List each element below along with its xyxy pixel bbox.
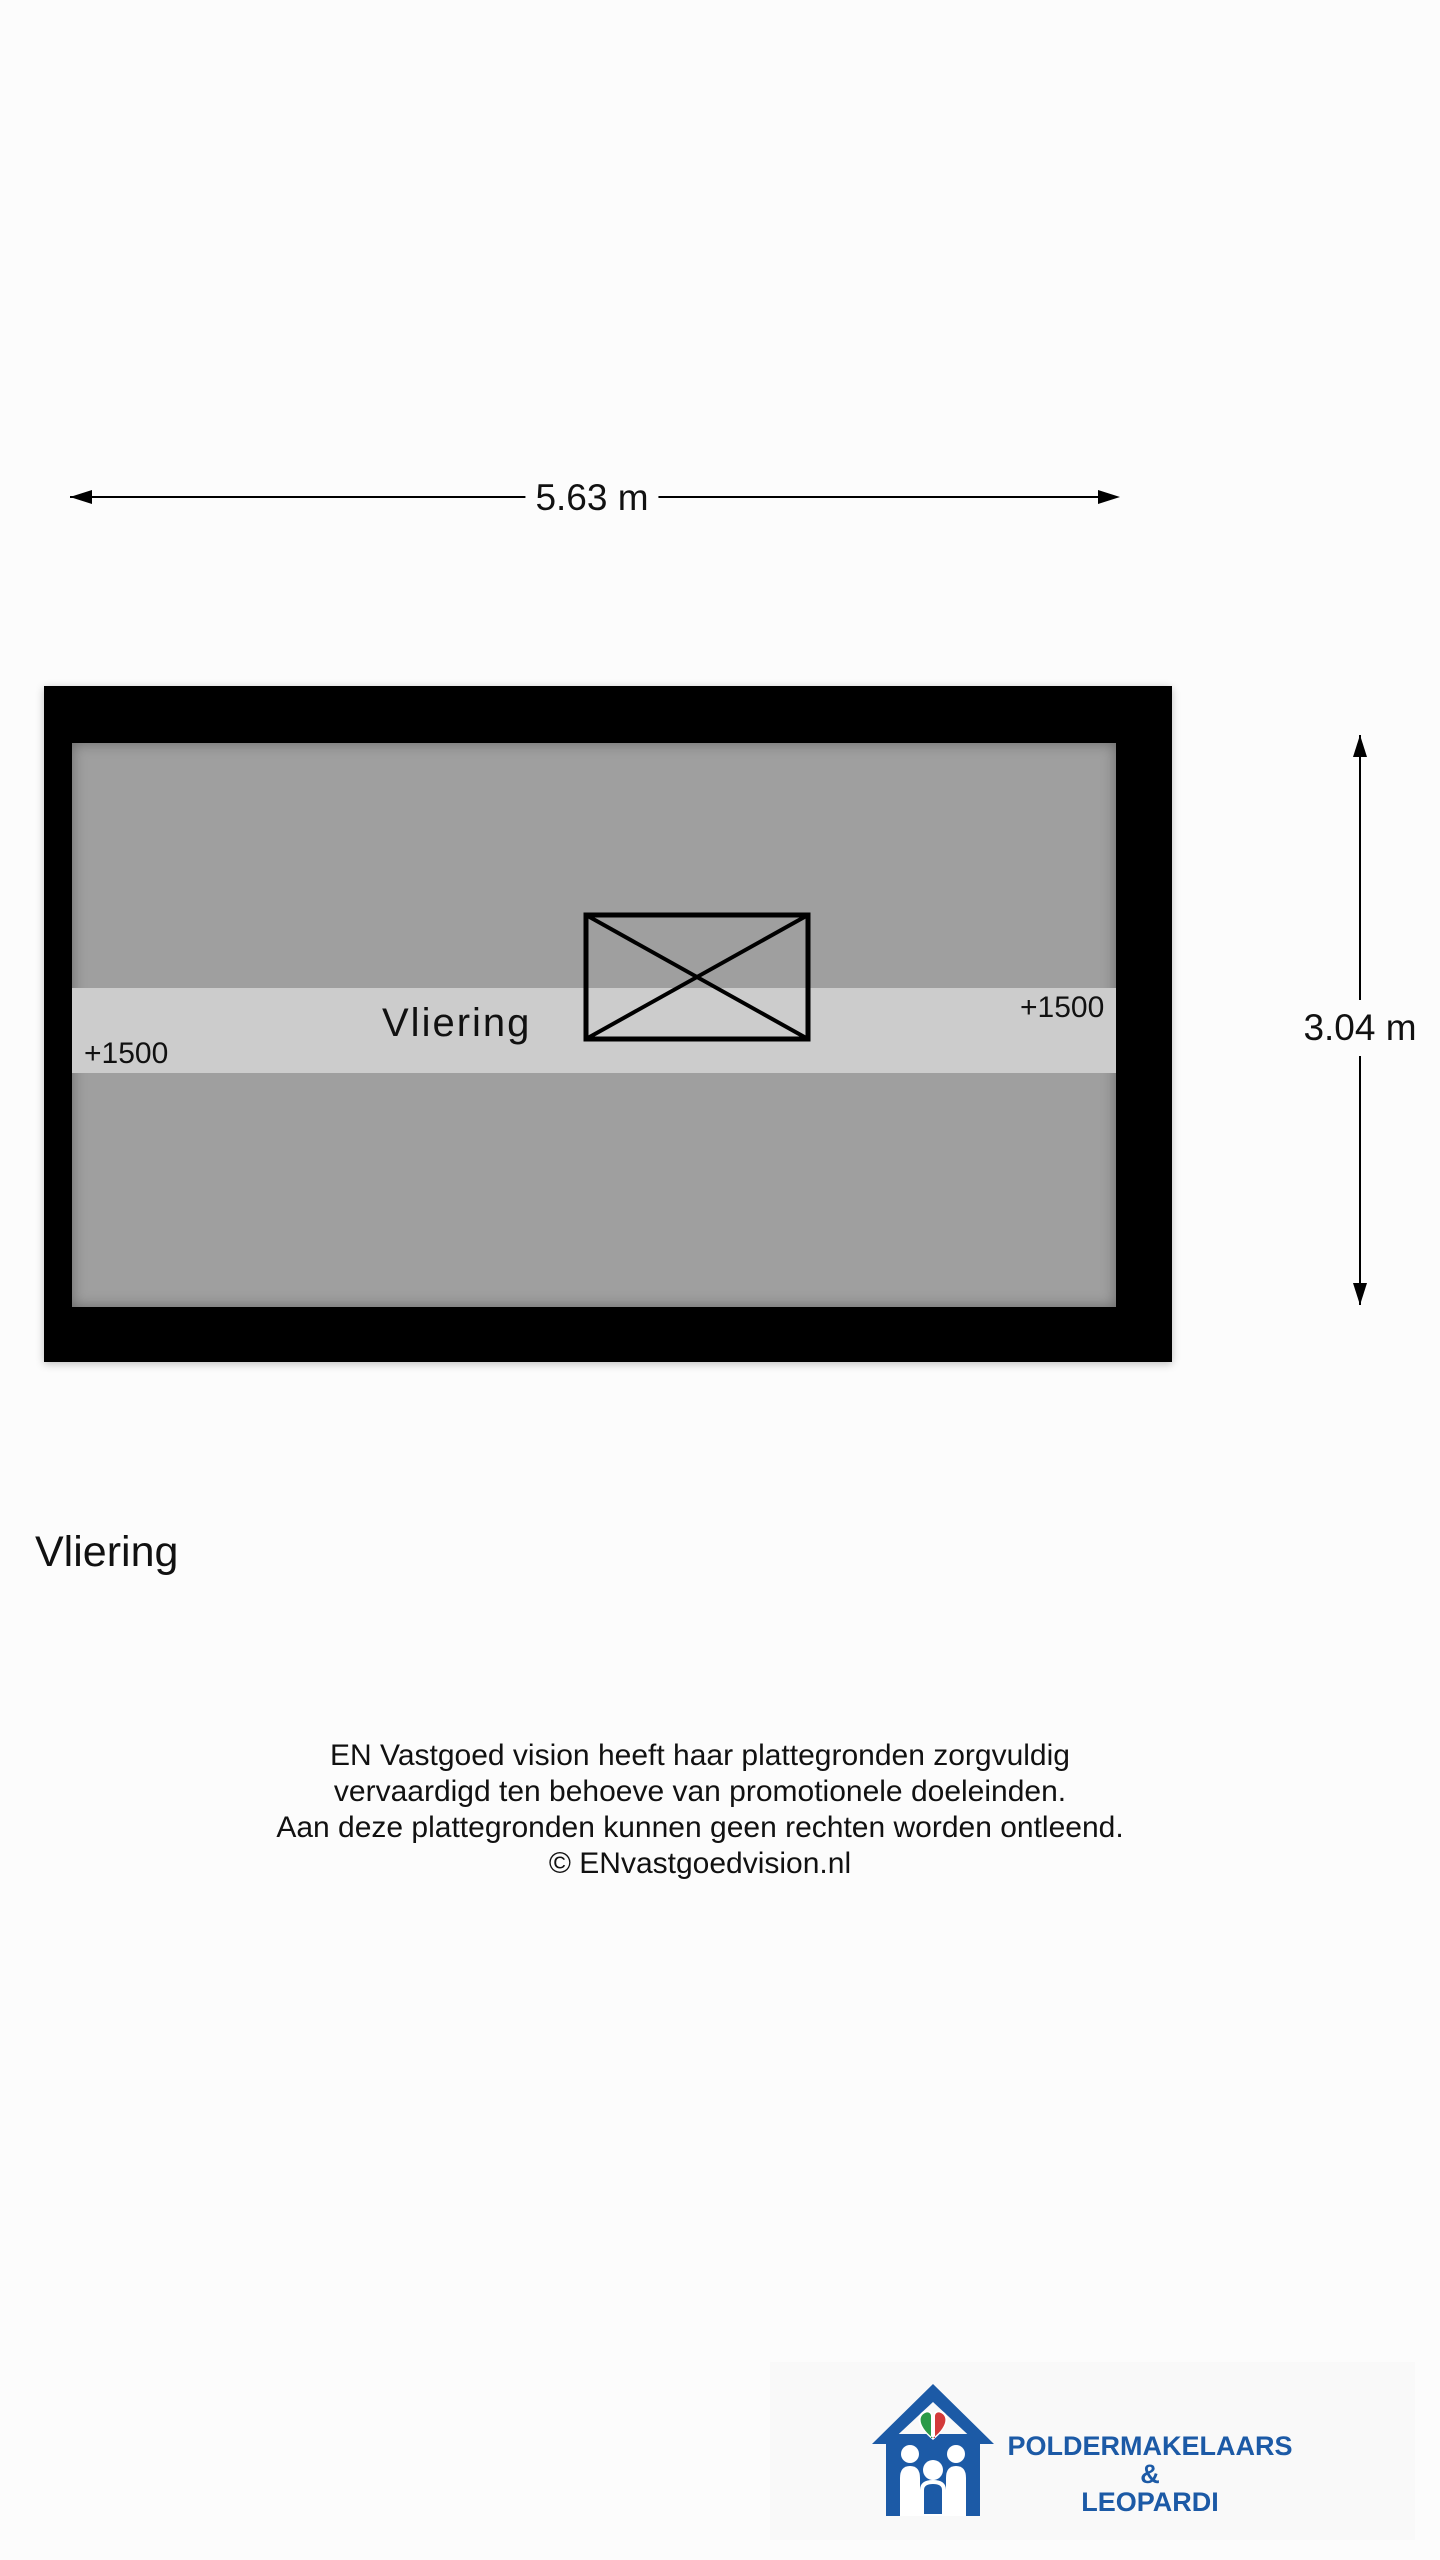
arrowhead-up-icon [1352,735,1368,757]
house-logo-icon [870,2382,996,2516]
room-label: Vliering [382,1001,532,1045]
arrowhead-right-icon [1098,489,1120,505]
width-dimension-label: 5.63 m [525,476,658,520]
disclaimer-line: vervaardigd ten behoeve van promotionele doeleinden. [333,1775,1067,1808]
height-mark-left: +1500 [84,1037,169,1070]
logo-line: & [1140,2459,1160,2489]
logo-line: POLDERMAKELAARS [1007,2431,1293,2461]
logo-line: LEOPARDI [1081,2487,1219,2517]
height-mark-right: +1500 [1020,991,1105,1024]
floor-title: Vliering [35,1528,179,1576]
roof-hatch-icon [583,912,811,1042]
disclaimer [0,1738,1400,1882]
logo-wordmark [990,2432,1310,2516]
copyright-line: © ENvastgoedvision.nl [548,1847,852,1880]
disclaimer-line: EN Vastgoed vision heeft haar plattegronden zorgvuldig [330,1739,1070,1772]
arrowhead-down-icon [1352,1283,1368,1305]
height-dimension-label: 3.04 m [1297,1000,1422,1056]
disclaimer-line: Aan deze plattegronden kunnen geen rechten worden ontleend. [276,1811,1124,1844]
arrowhead-left-icon [70,489,92,505]
